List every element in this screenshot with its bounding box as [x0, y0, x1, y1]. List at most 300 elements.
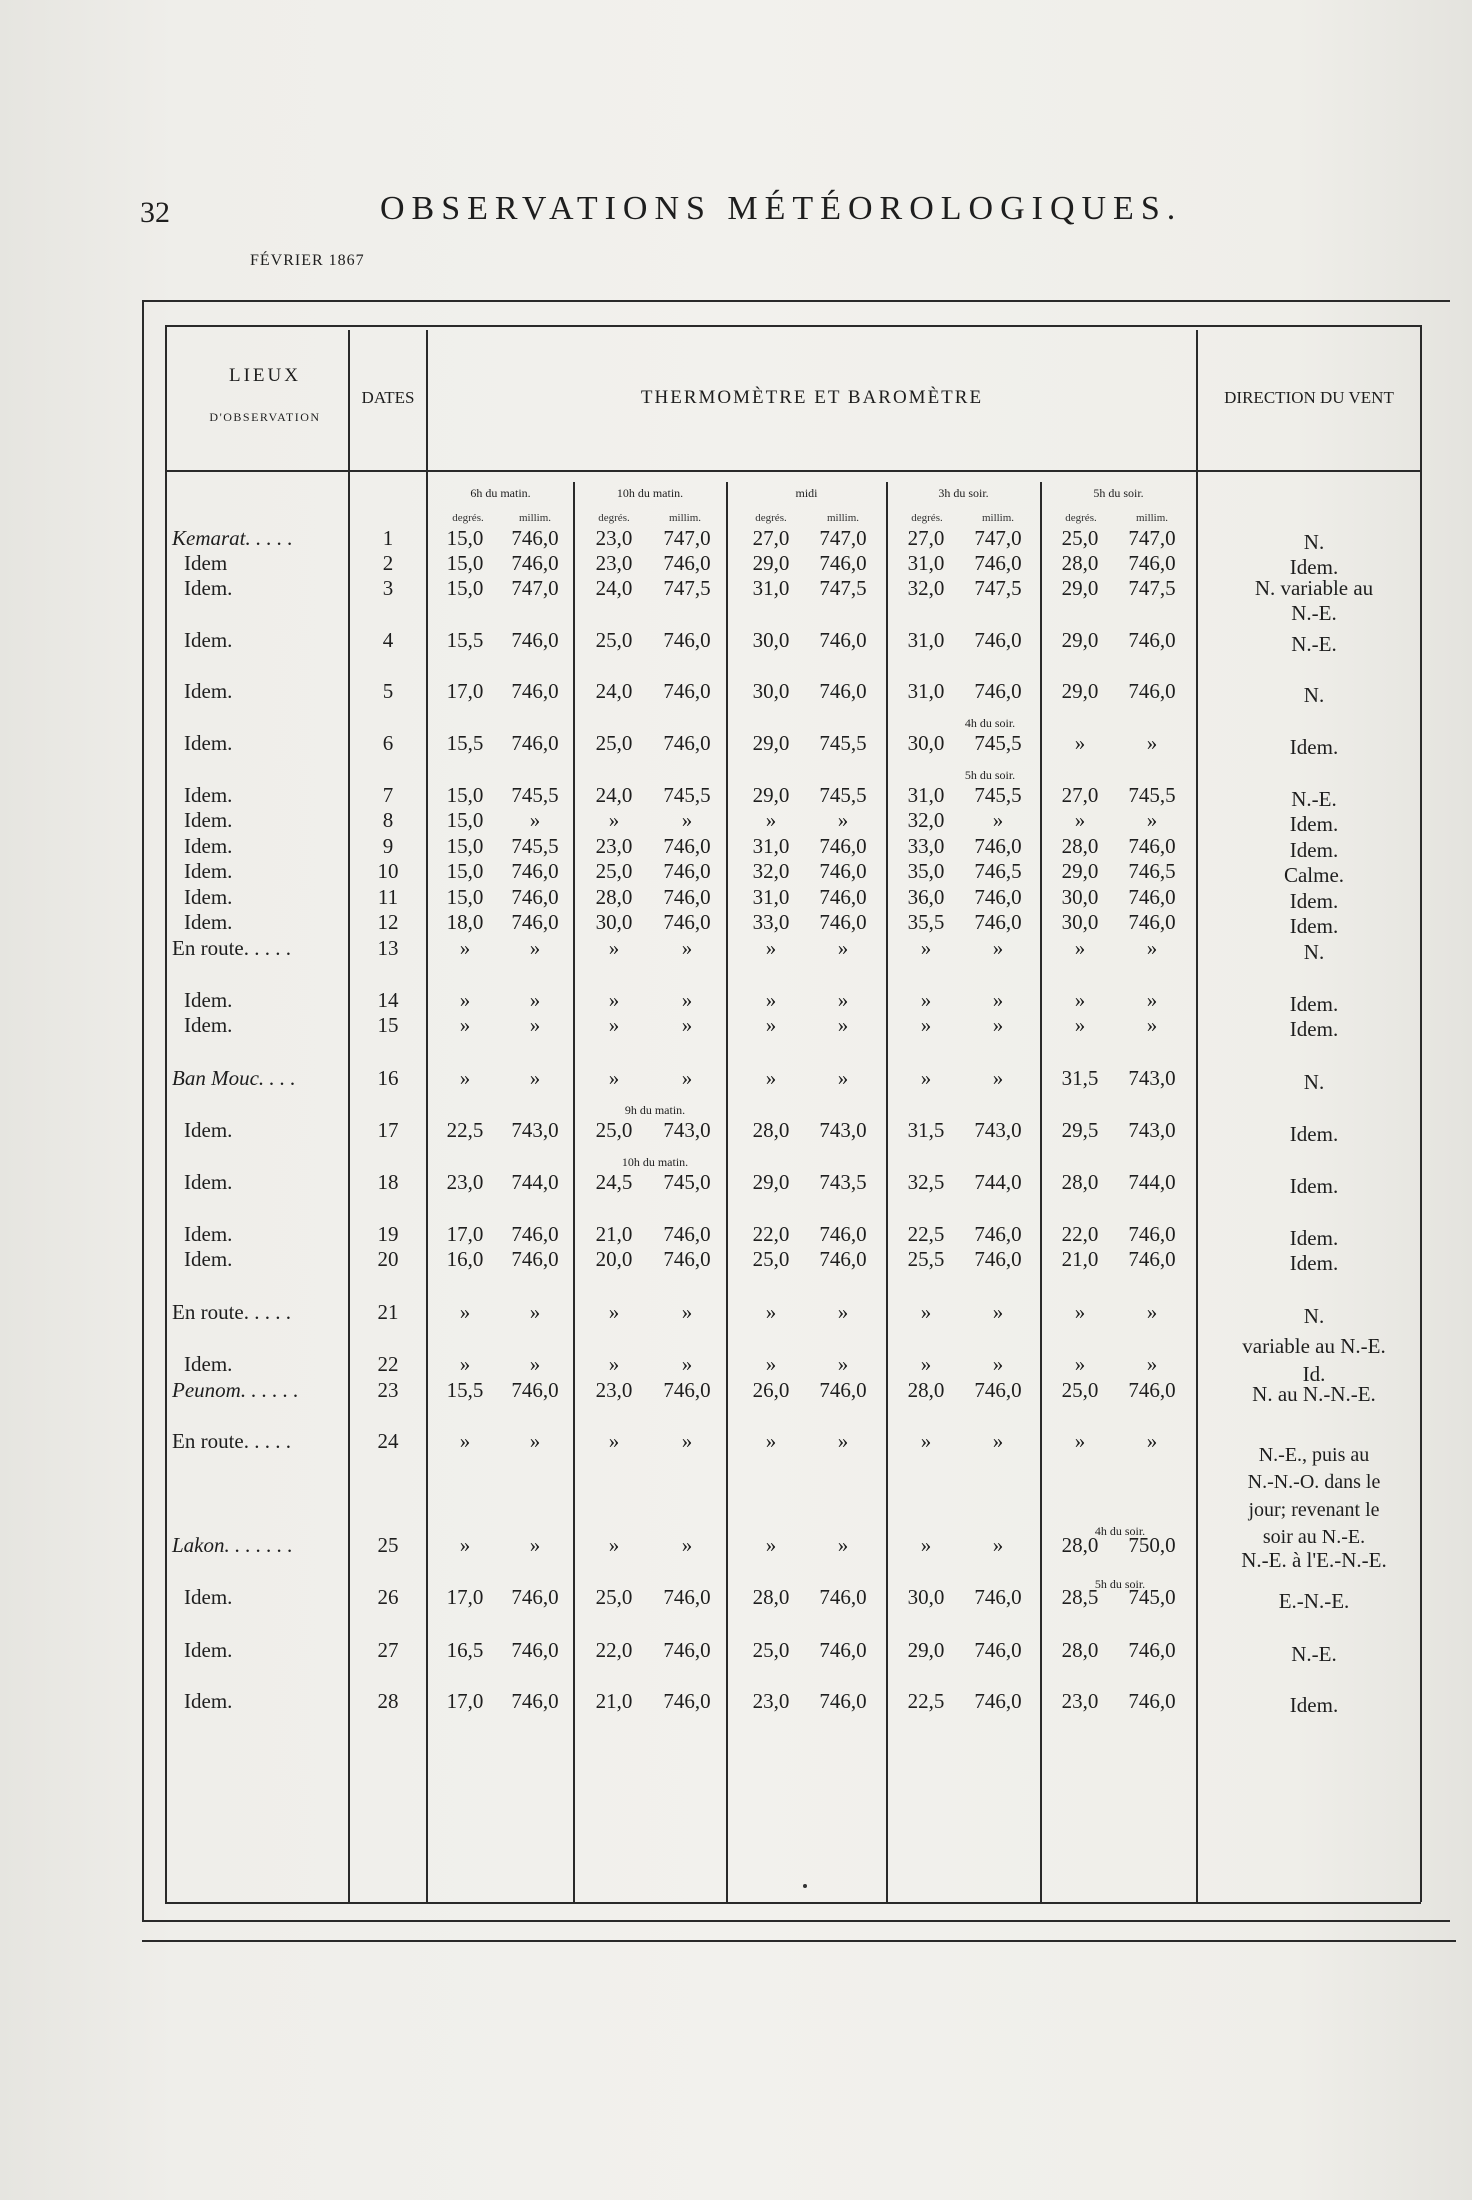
pressure-cell: » [1146, 731, 1158, 755]
pressure-cell: » [992, 808, 1004, 832]
unit-degres: degrés. [755, 512, 787, 524]
pressure-cell: 745,0 [1128, 1585, 1176, 1609]
temperature-cell: 17,0 [446, 1585, 484, 1609]
lieu-cell: Idem. [184, 1585, 233, 1609]
pressure-cell: 746,0 [974, 885, 1022, 909]
pressure-cell: 743,0 [819, 1118, 867, 1142]
temperature-cell: 21,0 [1061, 1247, 1099, 1271]
wind-direction-cell: soir au N.-E. [1262, 1526, 1366, 1548]
pressure-cell: 746,0 [663, 1638, 711, 1662]
pressure-cell: 746,0 [1128, 628, 1176, 652]
pressure-cell: 746,0 [511, 885, 559, 909]
temperature-cell: 29,5 [1061, 1118, 1099, 1142]
pressure-cell: » [529, 1429, 541, 1453]
pressure-cell: 746,0 [974, 1247, 1022, 1271]
wind-direction-cell: N. variable au [1254, 576, 1374, 600]
pressure-cell: 746,0 [819, 910, 867, 934]
wind-direction-cell: N.-E., puis au [1258, 1444, 1370, 1466]
temperature-cell: 31,0 [752, 834, 790, 858]
wind-direction-cell: Idem. [1289, 838, 1339, 862]
lieu-cell: Idem. [184, 885, 233, 909]
pressure-cell: 745,5 [511, 834, 559, 858]
temperature-cell: 28,0 [1061, 551, 1099, 575]
date-cell: 7 [382, 783, 394, 807]
pressure-cell: 746,0 [663, 628, 711, 652]
date-cell: 8 [382, 808, 394, 832]
pressure-cell: 743,0 [1128, 1066, 1176, 1090]
temperature-cell: 30,0 [907, 1585, 945, 1609]
temperature-cell: » [1074, 808, 1086, 832]
pressure-cell: 746,0 [663, 551, 711, 575]
pressure-cell: 746,0 [663, 859, 711, 883]
temperature-cell: 15,0 [446, 808, 484, 832]
temperature-cell: 23,0 [1061, 1689, 1099, 1713]
temperature-cell: 25,0 [595, 859, 633, 883]
date-cell: 22 [377, 1352, 399, 1376]
pressure-cell: » [992, 1429, 1004, 1453]
pressure-cell: » [992, 1300, 1004, 1324]
pressure-cell: » [681, 1066, 693, 1090]
lieu-cell: Idem. [184, 1689, 233, 1713]
date-cell: 25 [377, 1533, 399, 1557]
pressure-cell: » [1146, 1013, 1158, 1037]
temperature-cell: 21,0 [595, 1689, 633, 1713]
temperature-cell: 22,0 [595, 1638, 633, 1662]
temperature-cell: 29,0 [1061, 628, 1099, 652]
pressure-cell: » [681, 808, 693, 832]
subheader-6h: 6h du matin. [470, 486, 531, 500]
date-cell: 3 [382, 576, 394, 600]
pressure-cell: 746,0 [974, 551, 1022, 575]
pressure-cell: » [681, 1300, 693, 1324]
temperature-cell: 35,0 [907, 859, 945, 883]
pressure-cell: 746,0 [974, 834, 1022, 858]
temperature-cell: 27,0 [752, 526, 790, 550]
temperature-cell: 17,0 [446, 1222, 484, 1246]
pressure-cell: 746,0 [663, 910, 711, 934]
wind-direction-cell: N.-N.-O. dans le [1247, 1471, 1381, 1493]
pressure-cell: 746,0 [511, 731, 559, 755]
pressure-cell: » [529, 808, 541, 832]
pressure-cell: 746,0 [663, 1247, 711, 1271]
temperature-cell: 35,5 [907, 910, 945, 934]
subheader-midi: midi [795, 486, 818, 500]
lieu-cell: Idem. [184, 576, 233, 600]
temperature-cell: 25,0 [595, 731, 633, 755]
temperature-cell: » [920, 1013, 932, 1037]
pressure-cell: 747,0 [663, 526, 711, 550]
pressure-cell: 746,0 [819, 885, 867, 909]
pressure-cell: 746,0 [819, 834, 867, 858]
pressure-cell: 746,0 [1128, 679, 1176, 703]
wind-direction-cell: Idem. [1289, 1693, 1339, 1717]
time-note: 5h du soir. [1094, 1577, 1146, 1591]
temperature-cell: » [608, 1066, 620, 1090]
pressure-cell: 746,5 [1128, 859, 1176, 883]
temperature-cell: 15,0 [446, 859, 484, 883]
temperature-cell: 22,5 [446, 1118, 484, 1142]
temperature-cell: » [459, 1013, 471, 1037]
unit-degres: degrés. [911, 512, 943, 524]
temperature-cell: » [920, 988, 932, 1012]
temperature-cell: 23,0 [446, 1170, 484, 1194]
date-cell: 2 [382, 551, 394, 575]
page-title: OBSERVATIONS MÉTÉOROLOGIQUES. [380, 190, 1183, 227]
temperature-cell: » [608, 1429, 620, 1453]
temperature-cell: 23,0 [595, 1378, 633, 1402]
temperature-cell: 15,0 [446, 834, 484, 858]
temperature-cell: 31,0 [907, 551, 945, 575]
lieu-cell: Idem. [184, 859, 233, 883]
lieu-cell: Idem. [184, 1013, 233, 1037]
temperature-cell: 20,0 [595, 1247, 633, 1271]
date-cell: 17 [377, 1118, 399, 1142]
pressure-cell: 747,0 [974, 526, 1022, 550]
temperature-cell: 17,0 [446, 1689, 484, 1713]
lieu-cell: Idem. [184, 988, 233, 1012]
pressure-cell: 743,5 [819, 1170, 867, 1194]
wind-direction-cell: N.-E. [1291, 787, 1337, 811]
temperature-cell: » [459, 1066, 471, 1090]
pressure-cell: 747,5 [1128, 576, 1176, 600]
temperature-cell: » [1074, 1300, 1086, 1324]
pressure-cell: » [837, 1533, 849, 1557]
wind-direction-cell: Idem. [1289, 1017, 1339, 1041]
temperature-cell: 16,0 [446, 1247, 484, 1271]
pressure-cell: 746,0 [1128, 910, 1176, 934]
temperature-cell: » [608, 808, 620, 832]
pressure-cell: 746,0 [819, 1378, 867, 1402]
pressure-cell: 745,5 [819, 783, 867, 807]
date-cell: 11 [377, 885, 399, 909]
unit-millim: millim. [1135, 512, 1169, 524]
pressure-cell: 746,0 [974, 1638, 1022, 1662]
pressure-cell: 746,0 [663, 1378, 711, 1402]
temperature-cell: » [765, 1066, 777, 1090]
pressure-cell: » [529, 936, 541, 960]
wind-direction-cell: Idem. [1289, 812, 1339, 836]
pressure-cell: 746,0 [1128, 885, 1176, 909]
pressure-cell: 746,0 [1128, 1689, 1176, 1713]
date-cell: 15 [377, 1013, 399, 1037]
temperature-cell: 29,0 [752, 1170, 790, 1194]
temperature-cell: » [920, 1300, 932, 1324]
temperature-cell: 29,0 [752, 551, 790, 575]
temperature-cell: 31,0 [907, 783, 945, 807]
pressure-cell: 746,0 [819, 1689, 867, 1713]
date-cell: 19 [377, 1222, 399, 1246]
temperature-cell: 29,0 [752, 783, 790, 807]
lieu-cell: Idem. [184, 1247, 233, 1271]
wind-direction-cell: N. au N.-N.-E. [1252, 1382, 1376, 1406]
wind-direction-cell: Idem. [1289, 1251, 1339, 1275]
wind-direction-cell: N.-E. [1291, 1642, 1337, 1666]
pressure-cell: 746,0 [974, 910, 1022, 934]
wind-direction-cell: Idem. [1289, 889, 1339, 913]
temperature-cell: » [920, 1352, 932, 1376]
temperature-cell: 30,0 [1061, 910, 1099, 934]
temperature-cell: 30,0 [1061, 885, 1099, 909]
pressure-cell: » [837, 1300, 849, 1324]
date-cell: 9 [382, 834, 394, 858]
pressure-cell: 746,0 [511, 1689, 559, 1713]
pressure-cell: 747,0 [1128, 526, 1176, 550]
date-cell: 12 [377, 910, 399, 934]
temperature-cell: 15,0 [446, 576, 484, 600]
temperature-cell: » [459, 988, 471, 1012]
temperature-cell: 21,0 [595, 1222, 633, 1246]
wind-direction-cell: Idem. [1289, 1174, 1339, 1198]
temperature-cell: 29,0 [1061, 679, 1099, 703]
temperature-cell: » [608, 1013, 620, 1037]
pressure-cell: » [529, 1066, 541, 1090]
date-cell: 13 [377, 936, 399, 960]
pressure-cell: 746,0 [663, 885, 711, 909]
wind-direction-cell: N.-E. à l'E.-N.-E. [1241, 1548, 1387, 1572]
pressure-cell: » [529, 1533, 541, 1557]
temperature-cell: 25,0 [1061, 1378, 1099, 1402]
time-note: 4h du soir. [1094, 1524, 1146, 1538]
pressure-cell: 743,0 [1128, 1118, 1176, 1142]
temperature-cell: 24,0 [595, 783, 633, 807]
pressure-cell: 747,0 [511, 576, 559, 600]
pressure-cell: 746,0 [1128, 551, 1176, 575]
ink-dot [803, 1884, 807, 1888]
pressure-cell: » [1146, 1300, 1158, 1324]
lieu-cell: Idem. [184, 1170, 233, 1194]
pressure-cell: » [1146, 1429, 1158, 1453]
wind-direction-cell: Idem. [1289, 1122, 1339, 1146]
temperature-cell: 15,0 [446, 551, 484, 575]
pressure-cell: » [1146, 808, 1158, 832]
pressure-cell: 750,0 [1128, 1533, 1176, 1557]
pressure-cell: » [992, 1013, 1004, 1037]
lieu-cell: Idem. [184, 783, 233, 807]
date-cell: 28 [377, 1689, 399, 1713]
pressure-cell: » [529, 1013, 541, 1037]
temperature-cell: 24,0 [595, 679, 633, 703]
date-cell: 10 [377, 859, 399, 883]
temperature-cell: » [459, 936, 471, 960]
pressure-cell: 747,0 [819, 526, 867, 550]
pressure-cell: 746,0 [819, 1247, 867, 1271]
date-cell: 26 [377, 1585, 399, 1609]
temperature-cell: 15,5 [446, 628, 484, 652]
pressure-cell: 744,0 [511, 1170, 559, 1194]
pressure-cell: » [837, 936, 849, 960]
unit-degres: degrés. [1065, 512, 1097, 524]
pressure-cell: 746,0 [819, 551, 867, 575]
wind-direction-cell: Id. [1302, 1362, 1326, 1386]
date-cell: 5 [382, 679, 394, 703]
pressure-cell: 743,0 [974, 1118, 1022, 1142]
pressure-cell: 746,0 [819, 679, 867, 703]
temperature-cell: » [765, 936, 777, 960]
lieu-cell: Peunom. . . . . . [172, 1378, 299, 1402]
temperature-cell: 28,0 [1061, 1638, 1099, 1662]
date-cell: 20 [377, 1247, 399, 1271]
date-cell: 16 [377, 1066, 399, 1090]
wind-direction-cell: N.-E. [1291, 632, 1337, 656]
temperature-cell: 16,5 [446, 1638, 484, 1662]
temperature-cell: » [1074, 731, 1086, 755]
pressure-cell: 746,0 [511, 1222, 559, 1246]
date-cell: 21 [377, 1300, 399, 1324]
lieu-cell: Idem. [184, 628, 233, 652]
temperature-cell: » [608, 1352, 620, 1376]
temperature-cell: 25,0 [595, 1118, 633, 1142]
unit-millim: millim. [826, 512, 860, 524]
unit-millim: millim. [518, 512, 552, 524]
date-cell: 23 [377, 1378, 399, 1402]
pressure-cell: 745,5 [819, 731, 867, 755]
pressure-cell: » [1146, 988, 1158, 1012]
temperature-cell: 32,0 [752, 859, 790, 883]
pressure-cell: 743,0 [663, 1118, 711, 1142]
lieu-cell: Idem. [184, 1352, 233, 1376]
wind-direction-cell: N. [1303, 530, 1325, 554]
unit-degres: degrés. [452, 512, 484, 524]
temperature-cell: 29,0 [1061, 576, 1099, 600]
temperature-cell: 33,0 [907, 834, 945, 858]
pressure-cell: » [681, 1013, 693, 1037]
pressure-cell: 746,0 [819, 628, 867, 652]
temperature-cell: 33,0 [752, 910, 790, 934]
temperature-cell: » [459, 1300, 471, 1324]
temperature-cell: 28,0 [752, 1585, 790, 1609]
temperature-cell: 26,0 [752, 1378, 790, 1402]
date-cell: 6 [382, 731, 394, 755]
temperature-cell: 22,5 [907, 1222, 945, 1246]
temperature-cell: 28,5 [1061, 1585, 1099, 1609]
temperature-cell: 23,0 [595, 551, 633, 575]
wind-direction-cell: variable au N.-E. [1242, 1334, 1386, 1358]
temperature-cell: » [1074, 988, 1086, 1012]
temperature-cell: 27,0 [1061, 783, 1099, 807]
pressure-cell: » [681, 988, 693, 1012]
pressure-cell: 746,0 [974, 1222, 1022, 1246]
pressure-cell: 746,0 [663, 679, 711, 703]
pressure-cell: 745,5 [974, 731, 1022, 755]
pressure-cell: 746,0 [663, 1222, 711, 1246]
temperature-cell: » [1074, 1352, 1086, 1376]
pressure-cell: » [837, 1429, 849, 1453]
pressure-cell: 746,0 [974, 1585, 1022, 1609]
pressure-cell: 746,0 [511, 859, 559, 883]
pressure-cell: 745,5 [511, 783, 559, 807]
wind-direction-cell: N. [1303, 1070, 1325, 1094]
pressure-cell: 746,0 [974, 1378, 1022, 1402]
wind-direction-cell: Idem. [1289, 914, 1339, 938]
temperature-cell: 18,0 [446, 910, 484, 934]
pressure-cell: 746,0 [1128, 1222, 1176, 1246]
temperature-cell: 23,0 [595, 834, 633, 858]
pressure-cell: » [529, 1300, 541, 1324]
temperature-cell: 29,0 [752, 731, 790, 755]
date-cell: 1 [382, 526, 394, 550]
temperature-cell: » [765, 1013, 777, 1037]
temperature-cell: 30,0 [595, 910, 633, 934]
pressure-cell: 746,0 [663, 731, 711, 755]
temperature-cell: 27,0 [907, 526, 945, 550]
pressure-cell: 746,0 [663, 1585, 711, 1609]
pressure-cell: 746,0 [511, 628, 559, 652]
temperature-cell: 15,5 [446, 1378, 484, 1402]
pressure-cell: 743,0 [511, 1118, 559, 1142]
lieu-cell: Idem. [184, 679, 233, 703]
lieu-cell: Idem. [184, 1118, 233, 1142]
pressure-cell: » [992, 1533, 1004, 1557]
temperature-cell: » [765, 988, 777, 1012]
temperature-cell: 15,0 [446, 885, 484, 909]
temperature-cell: » [608, 1300, 620, 1324]
page-number: 32 [140, 196, 170, 229]
temperature-cell: 31,5 [907, 1118, 945, 1142]
pressure-cell: 746,0 [511, 526, 559, 550]
temperature-cell: 25,0 [1061, 526, 1099, 550]
temperature-cell: 15,0 [446, 783, 484, 807]
temperature-cell: » [1074, 1429, 1086, 1453]
temperature-cell: 22,0 [1061, 1222, 1099, 1246]
pressure-cell: 745,0 [663, 1170, 711, 1194]
pressure-cell: 747,5 [974, 576, 1022, 600]
pressure-cell: » [681, 1352, 693, 1376]
lieu-cell: Idem. [184, 834, 233, 858]
time-note: 10h du matin. [621, 1155, 689, 1169]
temperature-cell: 25,5 [907, 1247, 945, 1271]
pressure-cell: » [837, 808, 849, 832]
wind-direction-cell: Idem. [1289, 992, 1339, 1016]
temperature-cell: » [920, 1066, 932, 1090]
date-cell: 4 [382, 628, 394, 652]
pressure-cell: » [1146, 936, 1158, 960]
pressure-cell: » [529, 988, 541, 1012]
wind-direction-cell: N.-E. [1291, 601, 1337, 625]
temperature-cell: 31,0 [752, 576, 790, 600]
header-thermometre-barometre: THERMOMÈTRE ET BAROMÈTRE [640, 387, 984, 408]
temperature-cell: 15,0 [446, 526, 484, 550]
pressure-cell: » [992, 988, 1004, 1012]
header-lieux-sub: D'OBSERVATION [209, 410, 321, 424]
pressure-cell: 747,5 [819, 576, 867, 600]
temperature-cell: 22,5 [907, 1689, 945, 1713]
temperature-cell: » [765, 808, 777, 832]
temperature-cell: 29,0 [907, 1638, 945, 1662]
time-note: 9h du matin. [624, 1103, 686, 1117]
lieu-cell: Ban Mouc. . . . [172, 1066, 296, 1090]
temperature-cell: » [608, 988, 620, 1012]
month-label: FÉVRIER 1867 [250, 252, 365, 269]
pressure-cell: 746,0 [511, 1638, 559, 1662]
pressure-cell: » [681, 1429, 693, 1453]
wind-direction-cell: Idem. [1289, 735, 1339, 759]
temperature-cell: 29,0 [1061, 859, 1099, 883]
pressure-cell: » [837, 1013, 849, 1037]
temperature-cell: 24,0 [595, 576, 633, 600]
unit-millim: millim. [981, 512, 1015, 524]
wind-direction-cell: N. [1303, 683, 1325, 707]
pressure-cell: » [992, 1066, 1004, 1090]
temperature-cell: 30,0 [907, 731, 945, 755]
wind-direction-cell: N. [1303, 940, 1325, 964]
pressure-cell: » [681, 936, 693, 960]
subheader-3h: 3h du soir. [938, 486, 989, 500]
pressure-cell: » [1146, 1352, 1158, 1376]
lieu-cell: Idem. [184, 1222, 233, 1246]
temperature-cell: 24,5 [595, 1170, 633, 1194]
pressure-cell: 746,0 [511, 910, 559, 934]
lieu-cell: Idem [184, 551, 228, 575]
